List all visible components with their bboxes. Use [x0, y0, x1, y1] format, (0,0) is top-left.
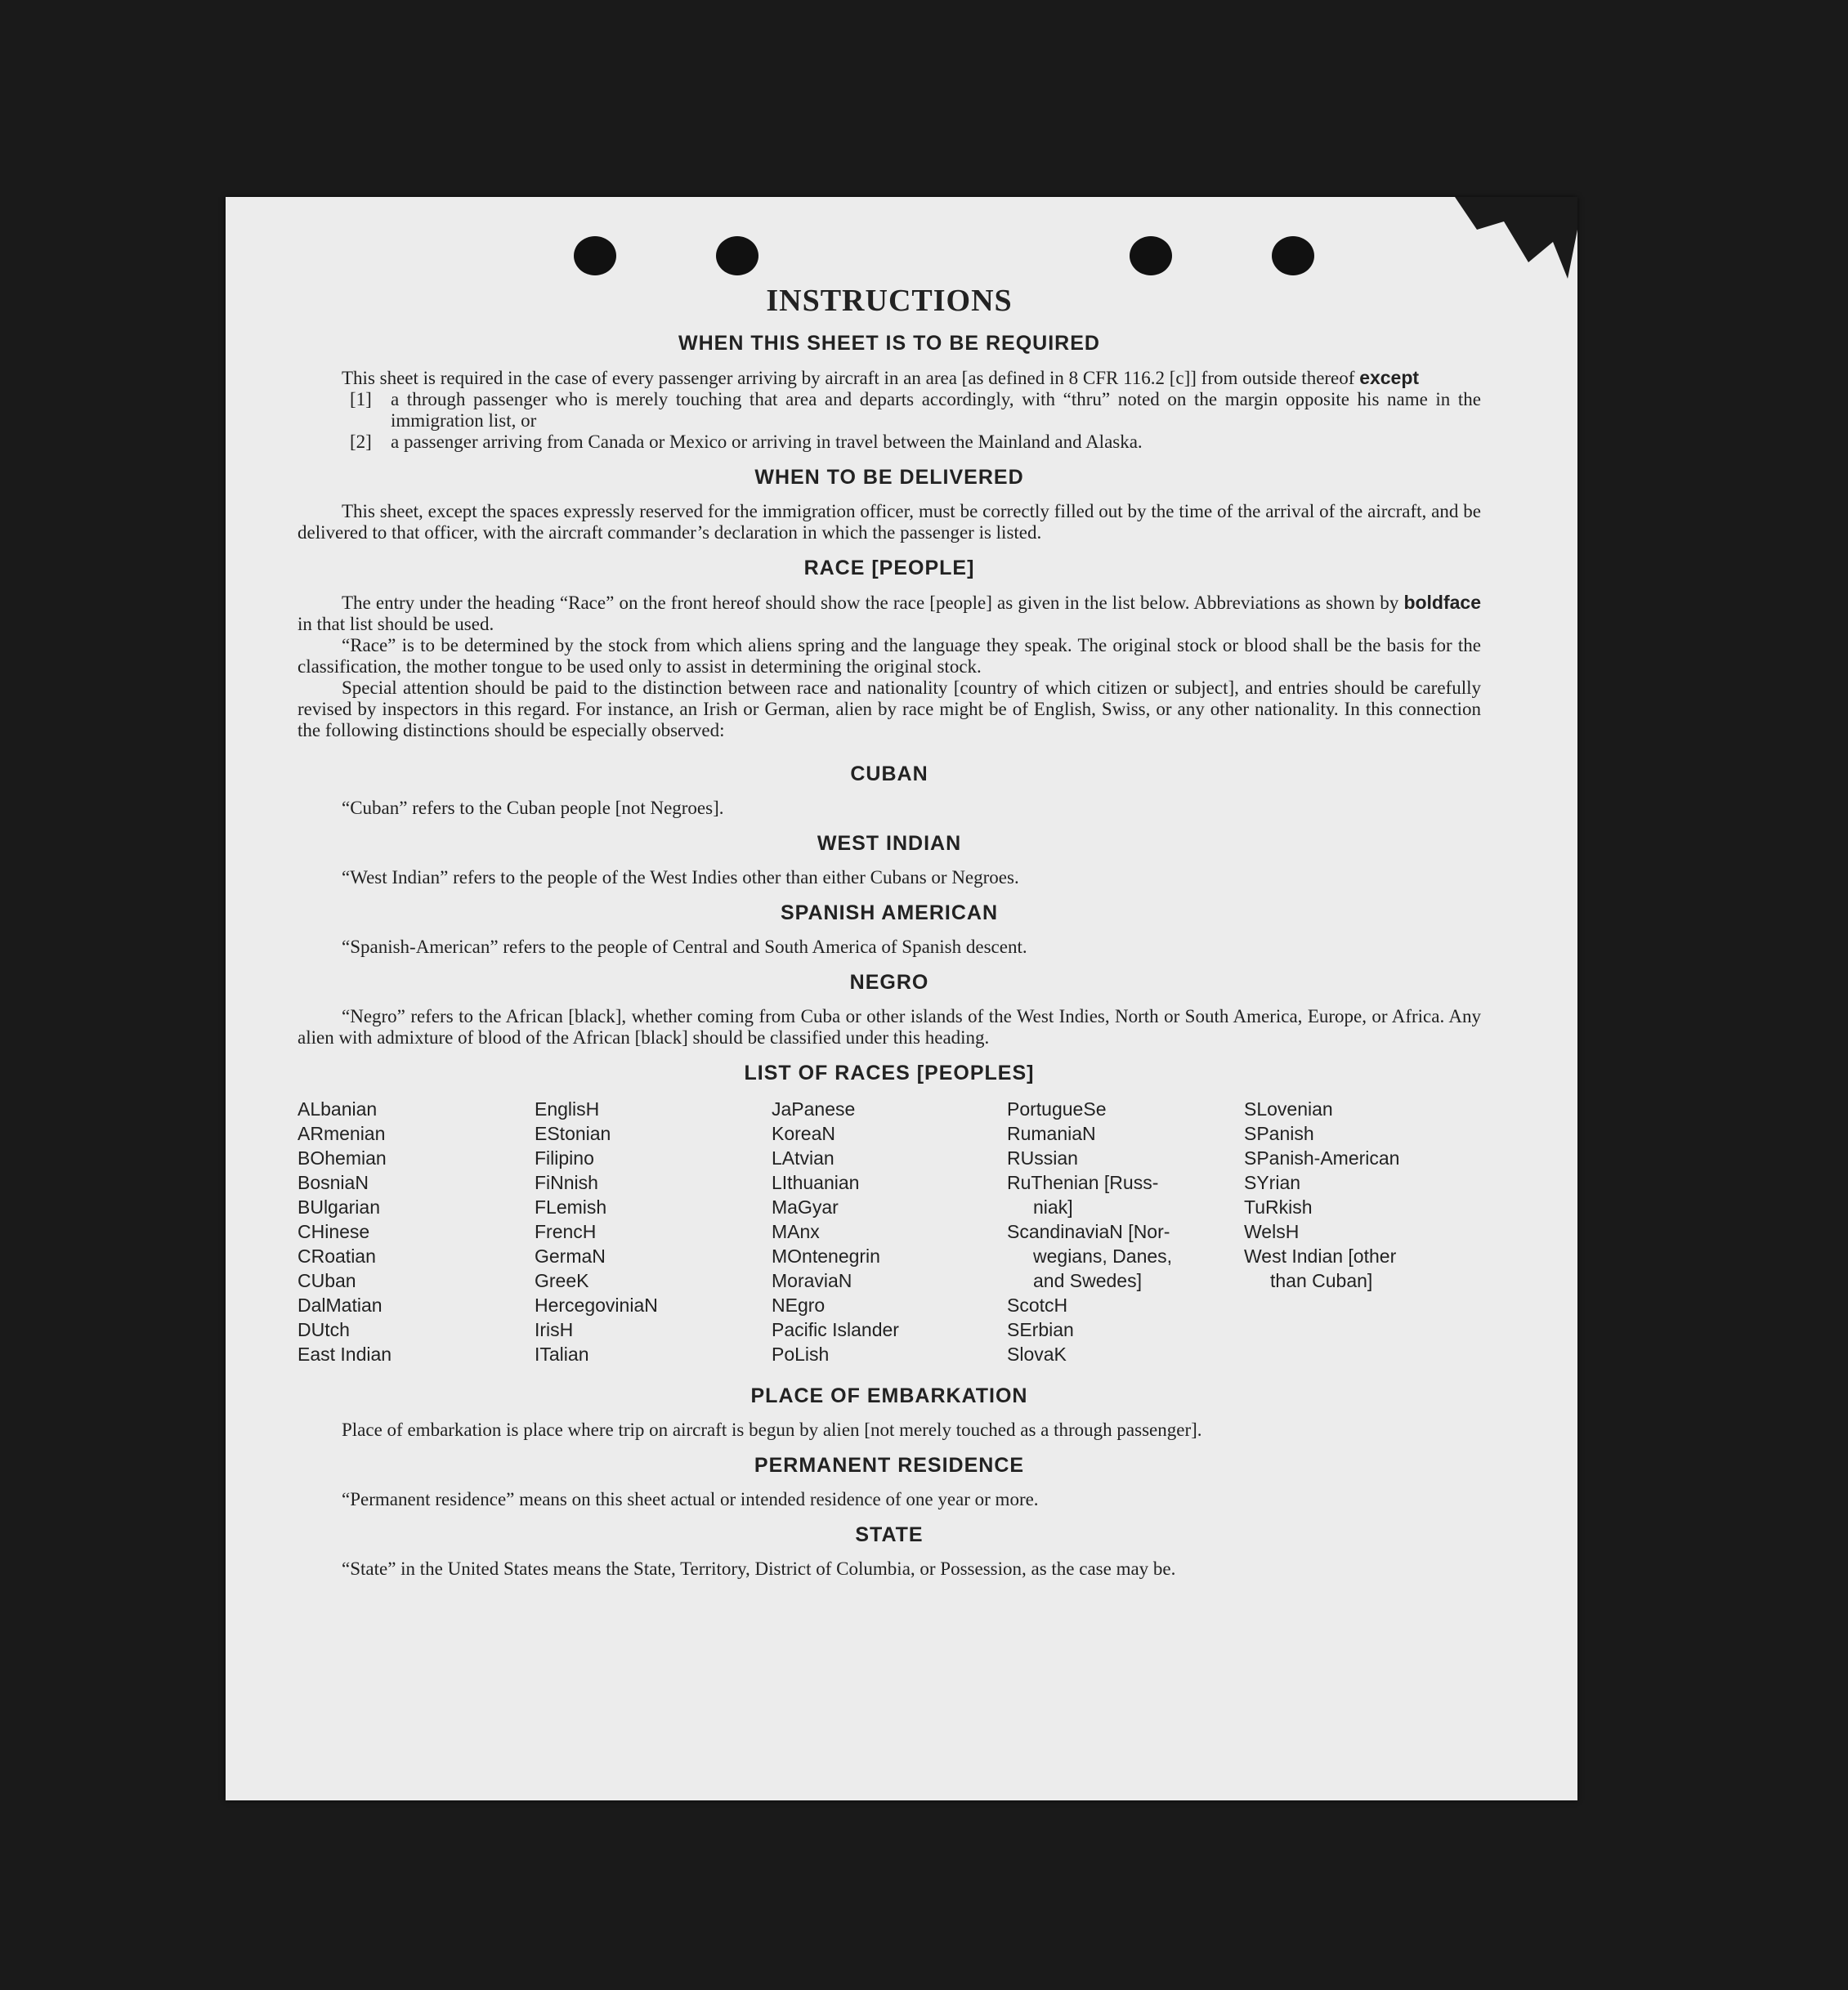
cuban-text: “Cuban” refers to the Cuban people [not Negroes].	[342, 798, 724, 818]
list-item: East Indian	[298, 1344, 392, 1365]
heading-list-of-races: LIST OF RACES [PEOPLES]	[744, 1062, 1035, 1084]
list-item: WelsH	[1244, 1221, 1300, 1242]
list-item: SlovaK	[1007, 1344, 1067, 1365]
list-item: ALbanian	[298, 1098, 378, 1120]
race-paragraph-2: “Race” is to be determined by the stock from which aliens spring and the language they speak. The original stock or blood shall be the basis for the classification, the mother tongue to be used only to assist in determining the original stock.	[298, 635, 1481, 677]
races-column-2	[535, 1097, 772, 1366]
list-item: MaGyar	[772, 1196, 839, 1218]
list-item: MAnx	[772, 1221, 820, 1242]
list-item: GreeK	[535, 1270, 589, 1291]
list-item: DalMatian	[298, 1295, 383, 1316]
list-item: SPanish	[1244, 1123, 1314, 1144]
torn-corner	[1455, 197, 1577, 279]
list-item: DUtch	[298, 1319, 350, 1340]
races-column-4	[1007, 1097, 1244, 1366]
list-item: CRoatian	[298, 1245, 376, 1267]
embarkation-text: Place of embarkation is place where trip on aircraft is begun by alien [not merely touched as a through passenger].	[342, 1420, 1202, 1440]
negro-text: “Negro” refers to the African [black], whether coming from Cuba or other islands of the West Indies, North or South America, Europe, or Africa. Any alien with admixture of blood of the African [black] should be classified under this heading.	[298, 1006, 1481, 1048]
list-item: PoLish	[772, 1344, 830, 1365]
list-item: GermaN	[535, 1245, 606, 1267]
list-item: RUssian	[1007, 1147, 1078, 1169]
document-sheet	[226, 197, 1577, 1800]
spanish-american-text: “Spanish-American” refers to the people of Central and South America of Spanish descent.	[342, 937, 1027, 957]
heading-residence: PERMANENT RESIDENCE	[754, 1454, 1025, 1477]
list-item: CHinese	[298, 1221, 370, 1242]
list-item: Pacific Islander	[772, 1319, 899, 1340]
races-list	[298, 1097, 1481, 1366]
heading-state: STATE	[855, 1523, 924, 1546]
list-item: HercegoviniaN	[535, 1295, 658, 1316]
list-item: FLemish	[535, 1196, 607, 1218]
residence-text: “Permanent residence” means on this sheet actual or intended residence of one year or more.	[342, 1489, 1039, 1509]
heading-race: RACE [PEOPLE]	[803, 557, 975, 579]
races-column-5	[1244, 1097, 1481, 1366]
list-item: RuThenian [Russ-	[1007, 1172, 1159, 1193]
page-title: INSTRUCTIONS	[766, 284, 1013, 318]
punch-hole-3	[1130, 236, 1172, 275]
list-item: RumaniaN	[1007, 1123, 1096, 1144]
list-item: Filipino	[535, 1147, 594, 1169]
list-item: SErbian	[1007, 1319, 1074, 1340]
heading-when-delivered: WHEN TO BE DELIVERED	[754, 466, 1024, 489]
heading-west-indian: WEST INDIAN	[817, 832, 962, 855]
list-item: TuRkish	[1244, 1196, 1313, 1218]
list-item: FiNnish	[535, 1172, 598, 1193]
list-item: West Indian [other	[1244, 1245, 1397, 1267]
list-item: IrisH	[535, 1319, 574, 1340]
list-item: [1] a through passenger who is merely touching that area and departs accordingly, with “thru” noted on the margin opposite his name in the immigration list, or	[350, 389, 1481, 431]
boldface-bold: boldface	[1403, 592, 1482, 613]
list-item: PortugueSe	[1007, 1098, 1107, 1120]
list-item: [2] a passenger arriving from Canada or Mexico or arriving in travel between the Mainland and Alaska.	[350, 432, 1143, 452]
list-item: SLovenian	[1244, 1098, 1333, 1120]
races-column-1	[298, 1097, 535, 1366]
list-item: than Cuban]	[1270, 1270, 1373, 1291]
heading-embarkation: PLACE OF EMBARKATION	[750, 1384, 1028, 1407]
except-bold: except	[1359, 367, 1420, 388]
list-item: ScotcH	[1007, 1295, 1068, 1316]
list-item: ITalian	[535, 1344, 589, 1365]
races-column-3	[772, 1097, 1007, 1366]
list-item: LIthuanian	[772, 1172, 860, 1193]
list-item: JaPanese	[772, 1098, 856, 1120]
when-delivered-text: This sheet, except the spaces expressly reserved for the immigration officer, must be correctly filled out by the time of the arrival of the aircraft, and be delivered to that officer, with the aircraft commander’s declaration in which the passenger is listed.	[298, 501, 1481, 543]
list-item: CUban	[298, 1270, 356, 1291]
list-item: BUlgarian	[298, 1196, 380, 1218]
heading-cuban: CUBAN	[850, 762, 928, 785]
punch-hole-2	[716, 236, 758, 275]
when-required-intro: This sheet is required in the case of every passenger arriving by aircraft in an area [as defined in 8 CFR 116.2 [c]] from outside thereof except	[342, 367, 1420, 388]
heading-when-required: WHEN THIS SHEET IS TO BE REQUIRED	[678, 332, 1100, 355]
list-item: BOhemian	[298, 1147, 387, 1169]
list-item: SPanish-American	[1244, 1147, 1400, 1169]
list-item: KoreaN	[772, 1123, 835, 1144]
punch-hole-4	[1272, 236, 1314, 275]
list-item: and Swedes]	[1033, 1270, 1142, 1291]
list-item: FrencH	[535, 1221, 597, 1242]
list-item: BosniaN	[298, 1172, 369, 1193]
state-text: “State” in the United States means the State, Territory, District of Columbia, or Possession, as the case may be.	[342, 1558, 1176, 1579]
heading-negro: NEGRO	[849, 971, 929, 994]
document-body	[298, 283, 1481, 1580]
list-item: niak]	[1033, 1196, 1073, 1218]
list-item: ARmenian	[298, 1123, 386, 1144]
list-item: wegians, Danes,	[1033, 1245, 1173, 1267]
list-item: SYrian	[1244, 1172, 1301, 1193]
list-item: NEgro	[772, 1295, 826, 1316]
race-paragraph-3: Special attention should be paid to the distinction between race and nationality [country of which citizen or subject], and entries should be carefully revised by inspectors in this regard. For instance, an Irish or German, alien by race might be of English, Swiss, or any other nationality. In this connection the following distinctions should be especially observed:	[298, 677, 1481, 740]
punch-hole-1	[574, 236, 616, 275]
list-item: MOntenegrin	[772, 1245, 880, 1267]
list-item: ScandinaviaN [Nor-	[1007, 1221, 1170, 1242]
west-indian-text: “West Indian” refers to the people of the West Indies other than either Cubans or Negroes.	[342, 867, 1019, 888]
list-item: MoraviaN	[772, 1270, 852, 1291]
list-item: LAtvian	[772, 1147, 835, 1169]
race-paragraph-1: The entry under the heading “Race” on the front hereof should show the race [people] as given in the list below. Abbreviations as shown by boldface in that list should be used.	[298, 592, 1482, 634]
list-item: EnglisH	[535, 1098, 600, 1120]
heading-spanish-american: SPANISH AMERICAN	[780, 901, 998, 924]
list-item: EStonian	[535, 1123, 611, 1144]
